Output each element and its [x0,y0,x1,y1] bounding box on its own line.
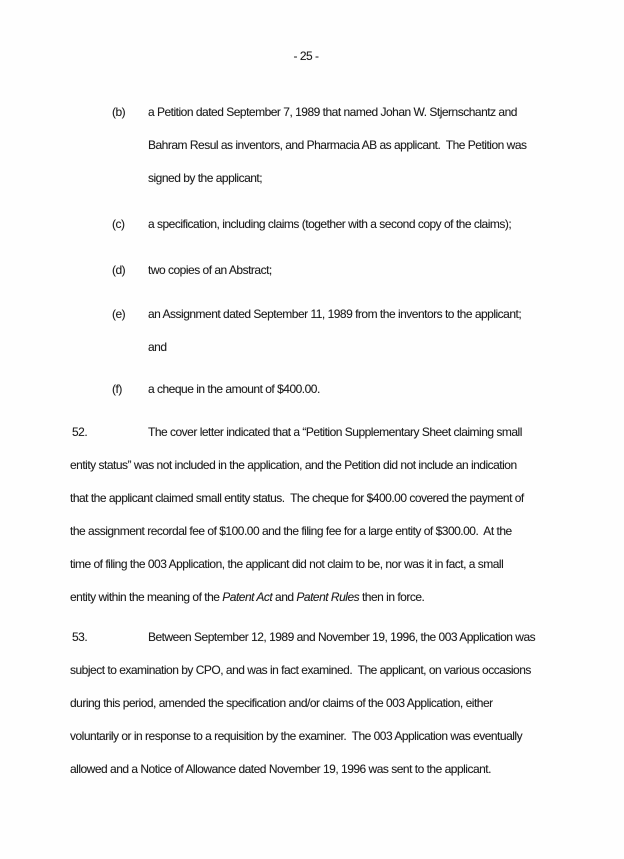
list-item-label: (c) [112,217,125,231]
list-item-label: (f) [112,382,122,396]
list-item-e [0,298,624,364]
list-item-c [0,208,624,241]
paragraph-number: 52. [72,425,88,439]
list-item-b [0,96,624,195]
list-item-text: two copies of an Abstract; [148,263,272,277]
paragraph-text: Between September 12, 1989 and November 19, 1996, the 003 Application was subject to examination by CPO, and was in fact examined. The applicant, on various occasions during this period, amended the specification and/or claims of the 003 Application, either voluntarily or in response to a requisition by the examiner. The 003 Application was eventually allowed and a Notice of Allowance dated November 19, 1996 was sent to the applicant. [70,630,536,776]
list-item-text: a cheque in the amount of $400.00. [148,382,320,396]
paragraph-number: 53. [72,630,88,644]
list-item-label: (d) [112,263,126,277]
paragraph-52 [0,416,624,614]
list-item-text: an Assignment dated September 11, 1989 from the inventors to the applicant; and [148,307,522,354]
list-item-label: (e) [112,307,126,321]
paragraph-53 [0,621,624,786]
list-item-label: (b) [112,105,126,119]
page-number: - 25 - [293,49,319,63]
list-item-d [0,254,624,287]
list-item-text: a specification, including claims (together with a second copy of the claims); [148,217,512,231]
list-item-text: a Petition dated September 7, 1989 that named Johan W. Stjernschantz and Bahram Resul as inventors, and Pharmacia AB as applicant. The Petition was signed by the applicant; [148,105,527,185]
list-item-f [0,373,624,406]
paragraph-text: The cover letter indicated that a “Petition Supplementary Sheet claiming small entity status” was not included in the application, and the Petition did not include an indication that the applicant claimed small entity status. The cheque for $400.00 covered the payment of the assignment recordal fee of $100.00 and the filing fee for a large entity of $300.00. At the time of filing the 003 Application, the applicant did not claim to be, nor was it in fact, a small entity within the meaning of the Patent Act and Patent Rules then in force. [70,425,524,604]
